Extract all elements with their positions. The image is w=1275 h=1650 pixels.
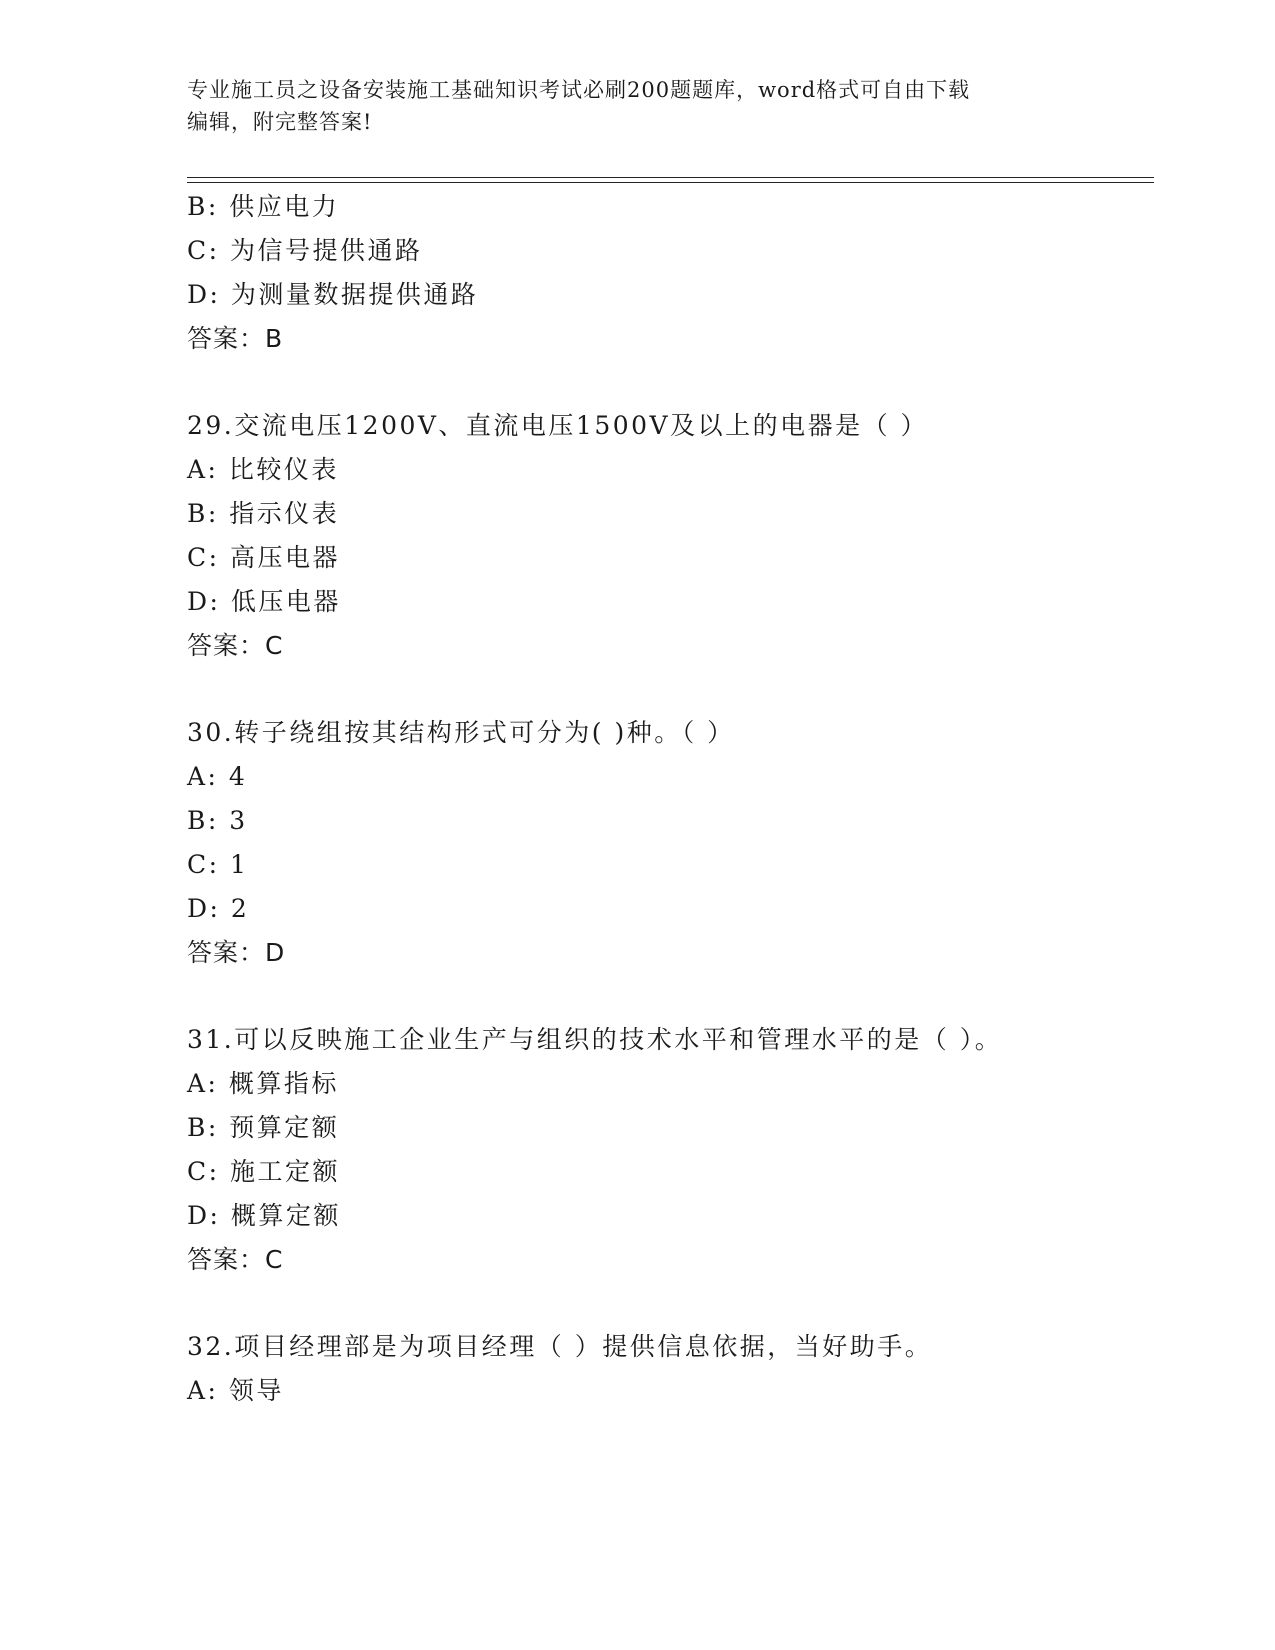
q28-answer: 答案：B [187,324,284,353]
q30-answer: 答案：D [187,938,286,967]
q30-option-a: A: 4 [187,762,248,791]
q31-answer: 答案：C [187,1245,284,1274]
q30-option-c: C: 1 [187,850,249,879]
q30-question: 30.转子绕组按其结构形式可分为( )种。（ ） [187,718,735,747]
header-line-1: 专业施工员之设备安装施工基础知识考试必刷200题题库，word格式可自由下载 [187,78,971,102]
q29-answer: 答案：C [187,631,284,660]
q28-option-d: D: 为测量数据提供通路 [187,280,479,309]
header-divider-top [187,177,1154,178]
q28-option-c: C: 为信号提供通路 [187,236,423,265]
q28-option-b: B: 供应电力 [187,192,340,221]
q30-option-b: B: 3 [187,806,248,835]
q31-option-a: A: 概算指标 [187,1069,339,1098]
header-line-2: 编辑，附完整答案! [187,110,373,134]
q31-option-c: C: 施工定额 [187,1157,340,1186]
document-header [187,74,1067,138]
q30-option-d: D: 2 [187,894,250,923]
q32-question: 32.项目经理部是为项目经理（ ）提供信息依据，当好助手。 [187,1332,933,1361]
q29-option-d: D: 低压电器 [187,587,341,616]
q29-option-b: B: 指示仪表 [187,499,340,528]
q29-option-c: C: 高压电器 [187,543,340,572]
q32-option-a: A: 领导 [187,1376,284,1405]
q31-question: 31.可以反映施工企业生产与组织的技术水平和管理水平的是（ ）。 [187,1025,1003,1054]
q29-question: 29.交流电压1200V、直流电压1500V及以上的电器是（ ） [187,411,929,440]
header-divider-bottom [187,182,1154,183]
q31-option-b: B: 预算定额 [187,1113,340,1142]
q29-option-a: A: 比较仪表 [187,455,339,484]
q31-option-d: D: 概算定额 [187,1201,341,1230]
